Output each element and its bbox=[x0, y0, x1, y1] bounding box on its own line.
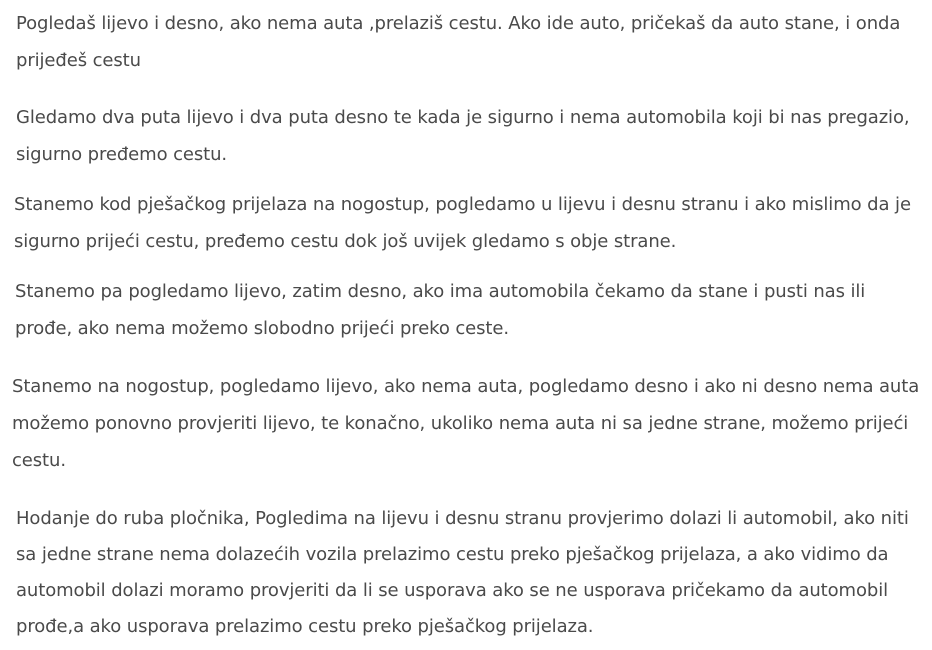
answer-paragraph-4 bbox=[15, 273, 865, 347]
answer-line: Stanemo pa pogledamo lijevo, zatim desno, ako ima automobila čekamo da stane i pusti nas ili bbox=[15, 281, 866, 302]
answer-line: automobil dolazi moramo provjeriti da li se usporava ako se ne usporava pričekamo da automobil bbox=[16, 580, 889, 601]
answer-line: sigurno pređemo cestu. bbox=[16, 144, 228, 165]
answer-line: prođe, ako nema možemo slobodno prijeći preko ceste. bbox=[15, 318, 509, 339]
answer-paragraph-5 bbox=[12, 368, 919, 479]
answer-line: Pogledaš lijevo i desno, ako nema auta ,prelaziš cestu. Ako ide auto, pričekaš da auto stane, i onda bbox=[16, 13, 901, 34]
answer-paragraph-1 bbox=[16, 5, 900, 79]
answer-paragraph-3 bbox=[14, 186, 911, 260]
answer-line: prođe,a ako usporava prelazimo cestu preko pješačkog prijelaza. bbox=[16, 616, 594, 637]
answer-line: Stanemo kod pješačkog prijelaza na nogostup, pogledamo u lijevu i desnu stranu i ako mislimo da je bbox=[14, 194, 911, 215]
answer-line: sigurno prijeći cestu, pređemo cestu dok još uvijek gledamo s obje strane. bbox=[14, 231, 677, 252]
answer-line: prijeđeš cestu bbox=[16, 50, 141, 71]
answer-line: sa jedne strane nema dolazećih vozila prelazimo cestu preko pješačkog prijelaza, a ako vidimo da bbox=[16, 544, 889, 565]
answer-paragraph-2 bbox=[16, 99, 910, 173]
answer-line: Stanemo na nogostup, pogledamo lijevo, ako nema auta, pogledamo desno i ako ni desno nema auta bbox=[12, 376, 920, 397]
answer-line: Gledamo dva puta lijevo i dva puta desno te kada je sigurno i nema automobila koji bi nas pregazio, bbox=[16, 107, 910, 128]
answer-line: cestu. bbox=[12, 450, 66, 471]
answer-line: možemo ponovno provjeriti lijevo, te konačno, ukoliko nema auta ni sa jedne strane, možemo prijeći bbox=[12, 413, 909, 434]
answer-paragraph-6 bbox=[16, 501, 909, 645]
answer-line: Hodanje do ruba pločnika, Pogledima na lijevu i desnu stranu provjerimo dolazi li automobil, ako niti bbox=[16, 508, 909, 529]
